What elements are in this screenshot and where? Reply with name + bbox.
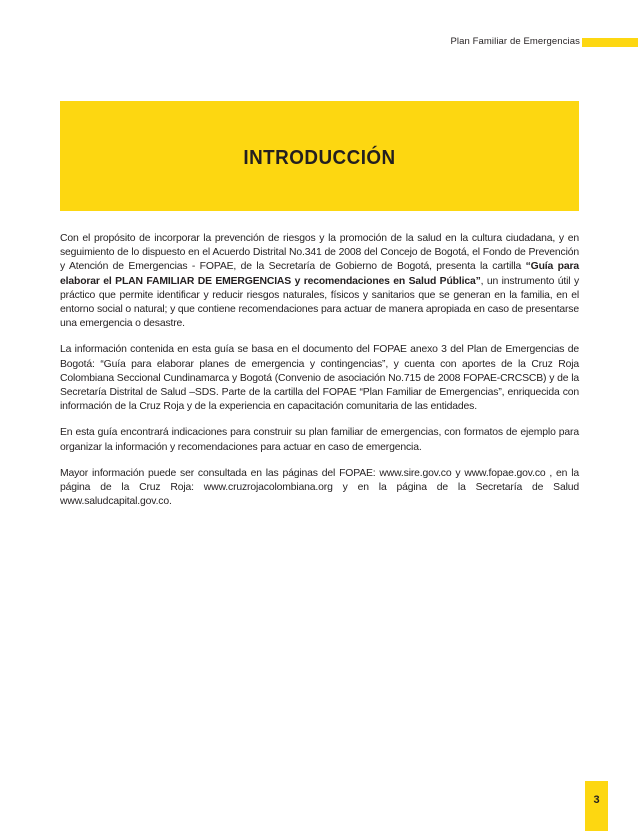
paragraph-3: En esta guía encontrará indicaciones para construir su plan familiar de emergencias, con formatos de ejemplo para organizar la información y recomendaciones para actuar en caso de emergencia. (60, 427, 579, 453)
paragraph-1 (60, 232, 579, 331)
paragraph-1-text-end: , un instrumento útil y práctico que permite identificar y reducir riesgos naturales, físicos y sanitarios que se generan en la familia, en el entorno social o natural; y que contiene recomendaciones para actuar de manera apropiada en caso de presentarse una emergencia o desastre. (60, 275, 580, 330)
paragraph-1-text-start: Con el propósito de incorporar la prevención de riesgos y la promoción de la salud en la cultura ciudadana, y en seguimiento de lo dispuesto en el Acuerdo Distrital No.341 de 2008 del Concejo de Bogotá, el Fondo de Prevención y Atención de Emergencias - FOPAE, de la Secretaría de Gobierno de Bogotá, presenta la cartilla (60, 233, 579, 273)
page-number-tab (585, 781, 608, 831)
page-title: INTRODUCCIÓN (243, 146, 396, 169)
running-header: Plan Familiar de Emergencias (450, 36, 580, 47)
body-content (60, 232, 579, 521)
paragraph-1-bold-title: “Guía para elaborar el PLAN FAMILIAR DE EMERGENCIAS y recomendaciones en Salud Pública” (60, 261, 579, 287)
page-number: 3 (593, 794, 600, 806)
title-banner (60, 101, 579, 211)
paragraph-4: Mayor información puede ser consultada en las páginas del FOPAE: www.sire.gov.co y www.fopae.gov.co , en la página de la Cruz Roja: www.cruzrojacolombiana.org y en la página de la Secretaría de Salud www.saludcapital.gov.co. (60, 467, 579, 508)
paragraph-2: La información contenida en esta guía se basa en el documento del FOPAE anexo 3 del Plan de Emergencias de Bogotá: “Guía para elaborar planes de emergencia y contingencias”, y cuenta con aportes de la Cruz Roja Colombiana Seccional Cundinamarca y Bogotá (Convenio de asociación No.715 de 2008 FOPAE-CRCSCB) y de la Secretaría Distrital de Salud –SDS. Parte de la cartilla del FOPAE “Plan Familiar de Emergencias”, enriquecida con información de la Cruz Roja y de la experiencia en capacitación comunitaria de las entidades. (60, 344, 579, 413)
header-accent-bar (582, 38, 638, 47)
